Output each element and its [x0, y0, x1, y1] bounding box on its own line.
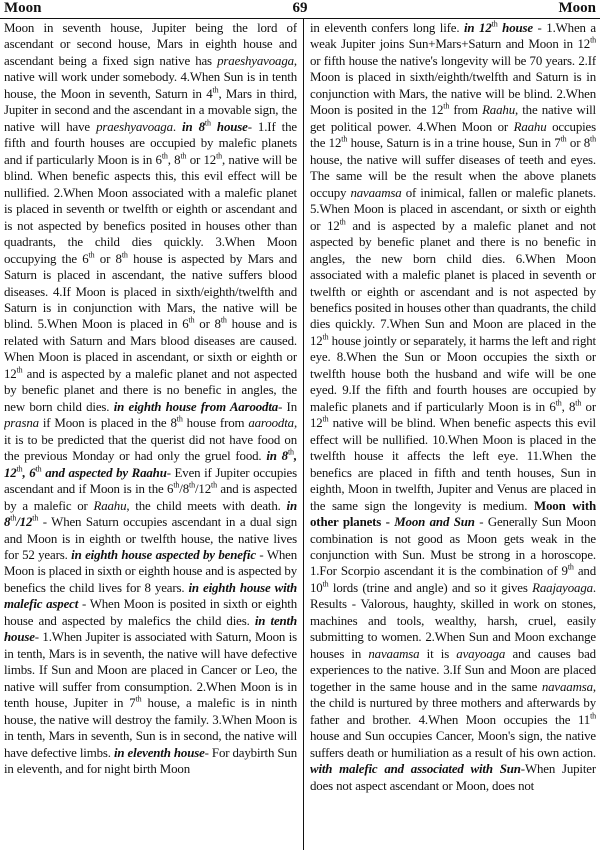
ordinal-suffix: th — [555, 398, 562, 408]
emphasis-text: in eleventh house — [113, 745, 205, 760]
ordinal-suffix: th — [220, 316, 227, 326]
body-text: - In — [278, 399, 297, 414]
ordinal-suffix: th — [322, 579, 329, 589]
emphasis-text: in eighth house from Aaroodta — [113, 399, 279, 414]
ordinal-suffix: th — [212, 85, 219, 95]
body-text: . — [172, 119, 183, 134]
body-text: and 10 — [310, 564, 596, 595]
ordinal-suffix: th — [339, 217, 346, 227]
left-column-text — [4, 20, 297, 778]
body-text: - Even if Jupiter occupies ascendant and if Moon is in the 6 — [4, 465, 297, 497]
body-text: house and Sun occupies Cancer, Moon's sign, the native suffers death or humiliation as a result of his own action. — [310, 729, 596, 760]
ordinal-suffix: th — [322, 332, 329, 342]
header-right-title: Moon — [558, 0, 596, 16]
body-text: and is aspected by a malefic or — [4, 482, 297, 513]
emphasis-text: praeshyavoaga — [217, 53, 294, 68]
body-text: of inimical, fallen or malefic planets. 5.When Moon is placed in ascendant, or sixth or eighth or 12 — [310, 185, 596, 233]
body-text: or 12 — [186, 152, 217, 167]
ordinal-suffix: th — [491, 20, 498, 29]
body-text: house, Saturn is in a trine house, Sun in 7 — [347, 136, 561, 151]
ordinal-suffix: th — [204, 118, 211, 128]
column-divider — [303, 18, 304, 850]
right-column — [310, 20, 596, 850]
left-column — [4, 20, 297, 850]
body-text: , the child meets with death. — [126, 498, 287, 513]
ordinal-suffix: th — [32, 513, 39, 523]
body-text: , 8 — [167, 152, 181, 167]
body-text: it is — [419, 646, 457, 661]
running-header — [0, 0, 600, 17]
header-rule — [0, 18, 600, 19]
ordinal-suffix: th — [180, 151, 187, 161]
body-text: - When Saturn occupies ascendant in a dual sign and Moon is in eighth or twelfth house, the native lives for 52 years. — [4, 515, 297, 562]
emphasis-text: praeshyavoaga — [96, 119, 173, 134]
ordinal-suffix: th — [341, 134, 348, 144]
ordinal-suffix: th — [135, 694, 142, 704]
body-text: lords (trine and angle) and so it gives — [328, 580, 533, 595]
ordinal-suffix: th — [10, 513, 17, 523]
ordinal-suffix: th — [443, 102, 450, 112]
emphasis-text: in eighth house aspected by benefic — [71, 548, 256, 562]
ordinal-suffix: th — [176, 414, 183, 424]
page-number: 69 — [292, 0, 308, 16]
body-text: or 8 — [194, 317, 221, 332]
body-text: - 1.If the fifth and fourth houses are occupied by malefic planets and if particularly Moon is in 6 — [4, 119, 297, 167]
emphasis-text: with malefic and associated with Sun — [310, 762, 521, 777]
body-text: - Generally Sun Moon combination is not good as Moon gets weak in the conjunction with Sun. Must be strong in a horoscope. 1.For Scorpio ascendant it is the combination of 9 — [310, 515, 596, 579]
ordinal-suffix: th — [211, 480, 217, 490]
body-text: house, a malefic is in ninth house, the native will destroy the family. 3.When Moon is in tenth, Mars in seventh, Sun is in second, the native will have defective limbs. — [4, 696, 297, 760]
emphasis-text: in eighth house with malefic aspect — [4, 580, 297, 612]
body-text: , 8 — [561, 399, 576, 414]
emphasis-text: house — [210, 119, 248, 134]
ordinal-suffix: th — [121, 250, 128, 260]
emphasis-text: avayoaga — [456, 646, 506, 661]
ordinal-suffix: th — [189, 480, 195, 490]
body-text: house jointly or separately, it harms the left and right eye. 8.When the Sun or Moon occupies the sixth or twelfth house both the husband and wife will be one eyed. 9.If the fifth and fourth houses are occupied by malefic planets and if particularly Moon is in 6 — [310, 333, 596, 414]
ordinal-suffix: th — [590, 36, 596, 46]
body-text: and causes bad experiences to the native. 3.If Sun and Moon are placed together in the same house and in the same — [310, 646, 596, 694]
body-text: from — [449, 103, 483, 118]
body-text: house and is related with Saturn and Mars blood diseases are caused. When Moon is placed in ascendant, or sixth or eighth or 12 — [4, 317, 297, 381]
body-text: - When Moon is posited in sixth or eighth house and aspected by malefics the child dies. — [4, 597, 297, 628]
ordinal-suffix: th — [188, 316, 195, 326]
ordinal-suffix: th — [287, 447, 294, 457]
ordinal-suffix: th — [16, 365, 23, 375]
body-text: - 1.When Jupiter is associated with Saturn, Moon is in tenth, Mars is in seventh, the native will have defective limbs. If Sun and Moon are placed in Cancer or Leo, the native will suffer from consumption. 2.When Moon is in tenth house, Jupiter in 7 — [4, 630, 297, 711]
body-text: , native will be blind. When benefic aspects this, this evil effect will be nullified. 2.When Moon associated with a malefic planet is placed in seventh or twelfth or eighth or ascendant and is not aspected by benefics posited in houses other than quadrants, the child dies quickly. 3.When Moon occupying the 6 — [4, 152, 297, 266]
ordinal-suffix: th — [16, 464, 23, 474]
body-text: or 8 — [566, 136, 591, 151]
body-text: or fifth house the native's longevity will be 70 years. 2.If Moon is placed in sixth/eighth/twelfth and Saturn is in conjunction with Mars, the native will be blind. 2.When Moon is posited in the 12 — [310, 53, 596, 118]
body-text: Moon in seventh house, Jupiter being the lord of ascendant or second house, Mars in eighth house and ascendant being a fixed sign native has — [4, 21, 297, 68]
ordinal-suffix: th — [173, 480, 180, 490]
body-text: if Moon is placed in the 8 — [38, 416, 177, 431]
ordinal-suffix: th — [161, 151, 168, 161]
body-text: or 12 — [310, 399, 596, 431]
body-text: - For daybirth Sun in eleventh, and for night birth Moon — [4, 745, 297, 777]
emphasis-text: in tenth house — [4, 613, 297, 645]
emphasis-text: Moon and Sun — [394, 515, 475, 530]
ordinal-suffix: th — [216, 151, 223, 161]
ordinal-suffix: th — [575, 398, 582, 408]
body-text: and is aspected by a malefic planet and not aspected by benefic planet and there is no benefic in angles, the new born child dies. 6.When Moon associated with a malefic planet is placed in seventh or twelfth or eighth or ascendant and is not aspected by benefics posited in houses other than quadrants, the child dies quickly. 7.When Sun and Moon are placed in the 12 — [310, 218, 596, 348]
body-text: or 8 — [94, 251, 122, 266]
ordinal-suffix: th — [590, 711, 596, 721]
body-text: , native will work under somebody. 4.When Sun is in tenth house, the Moon in seventh, Saturn in 4 — [4, 53, 297, 101]
ordinal-suffix: th — [322, 414, 329, 424]
body-text: in eleventh confers long life. — [310, 21, 464, 35]
body-text: , Mars in third, Jupiter in second and the ascendant in a movable sign, the native will have — [4, 86, 297, 134]
right-column-text — [310, 20, 596, 794]
ordinal-suffix: th — [88, 250, 95, 260]
ordinal-suffix: th — [567, 563, 574, 573]
emphasis-text: navaamsa — [541, 679, 593, 694]
emphasis-text: , 12 — [4, 449, 297, 480]
body-text: /12 — [194, 482, 211, 497]
emphasis-text: navaamsa — [350, 185, 402, 200]
body-text: , the child is nurtured by three mothers and afterwards by father and brother. 4.When Moon occupies the 11 — [310, 679, 596, 727]
emphasis-text: house — [497, 21, 533, 35]
emphasis-text: in 8 — [182, 119, 205, 134]
body-text: , the native will get political power. 4.When Moon or — [310, 103, 596, 134]
body-text: house is aspected by Mars and Saturn is placed in ascendant, the native suffers blood diseases. 4.If Moon is placed in sixth/eighth/twelfth and Saturn is in conjunction with Mars, the native will be blind. 5.When Moon is placed in 6 — [4, 251, 297, 332]
ordinal-suffix: th — [560, 134, 567, 144]
body-text: - When Moon is placed in sixth or eighth house and is aspected by benefics the child lives for 8 years. — [4, 548, 297, 595]
emphasis-text: and aspected by Raahu — [41, 465, 167, 480]
emphasis-text: /12 — [16, 515, 33, 530]
body-text: native will be blind. When benefic aspects this evil effect will be nullified. 10.When Moon is placed in the twelfth house it affects the left eye. 11.When the benefics are placed in fifth and tenth houses, Sun in eighth, Moon in twelfth, Jupiter and Venus are placed in the same sign the longevity is medium. — [310, 416, 596, 513]
body-text: /8 — [179, 482, 190, 497]
emphasis-text: Raajayoaga — [532, 580, 593, 595]
emphasis-text: in 12 — [464, 21, 492, 35]
emphasis-text: navaamsa — [368, 646, 420, 661]
emphasis-text: , 6 — [22, 465, 36, 480]
header-left-title: Moon — [4, 0, 42, 16]
body-text: house, the native will suffer diseases of teeth and eyes. The same will be the result when the above planets occupy — [310, 152, 596, 200]
ordinal-suffix: th — [590, 134, 596, 144]
emphasis-text: Raahu — [482, 103, 515, 118]
ordinal-suffix: th — [35, 464, 42, 474]
body-text: , it is to be predicted that the querist did not have food on the previous Monday or had only the gruel food. — [4, 416, 297, 464]
emphasis-text: Moon with other planets - — [310, 498, 596, 530]
emphasis-text: in 8 — [266, 449, 288, 464]
emphasis-text: Raahu — [513, 119, 547, 134]
body-text: -When Jupiter does not aspect ascendant or Moon, does not — [310, 762, 596, 793]
emphasis-text: aaroodta — [248, 416, 294, 431]
emphasis-text: Raahu — [93, 498, 127, 513]
body-text: occupies the 12 — [310, 119, 596, 151]
body-text: house from — [182, 416, 249, 431]
body-text: . Results - Valorous, haughty, skilled in work on stones, machines and tools, wealthy, harsh, cruel, easily submitting to women. 2.When Sun and Moon exchange houses in — [310, 580, 596, 661]
emphasis-text: in 8 — [4, 498, 297, 530]
body-text: and is aspected by a malefic planet and not aspected by benefic planet and there is no benefic in angles, the new born child dies. — [4, 366, 297, 414]
emphasis-text: prasna — [4, 416, 39, 431]
body-text: - 1.When a weak Jupiter joins Sun+Mars+Saturn and Moon in 12 — [310, 21, 596, 52]
